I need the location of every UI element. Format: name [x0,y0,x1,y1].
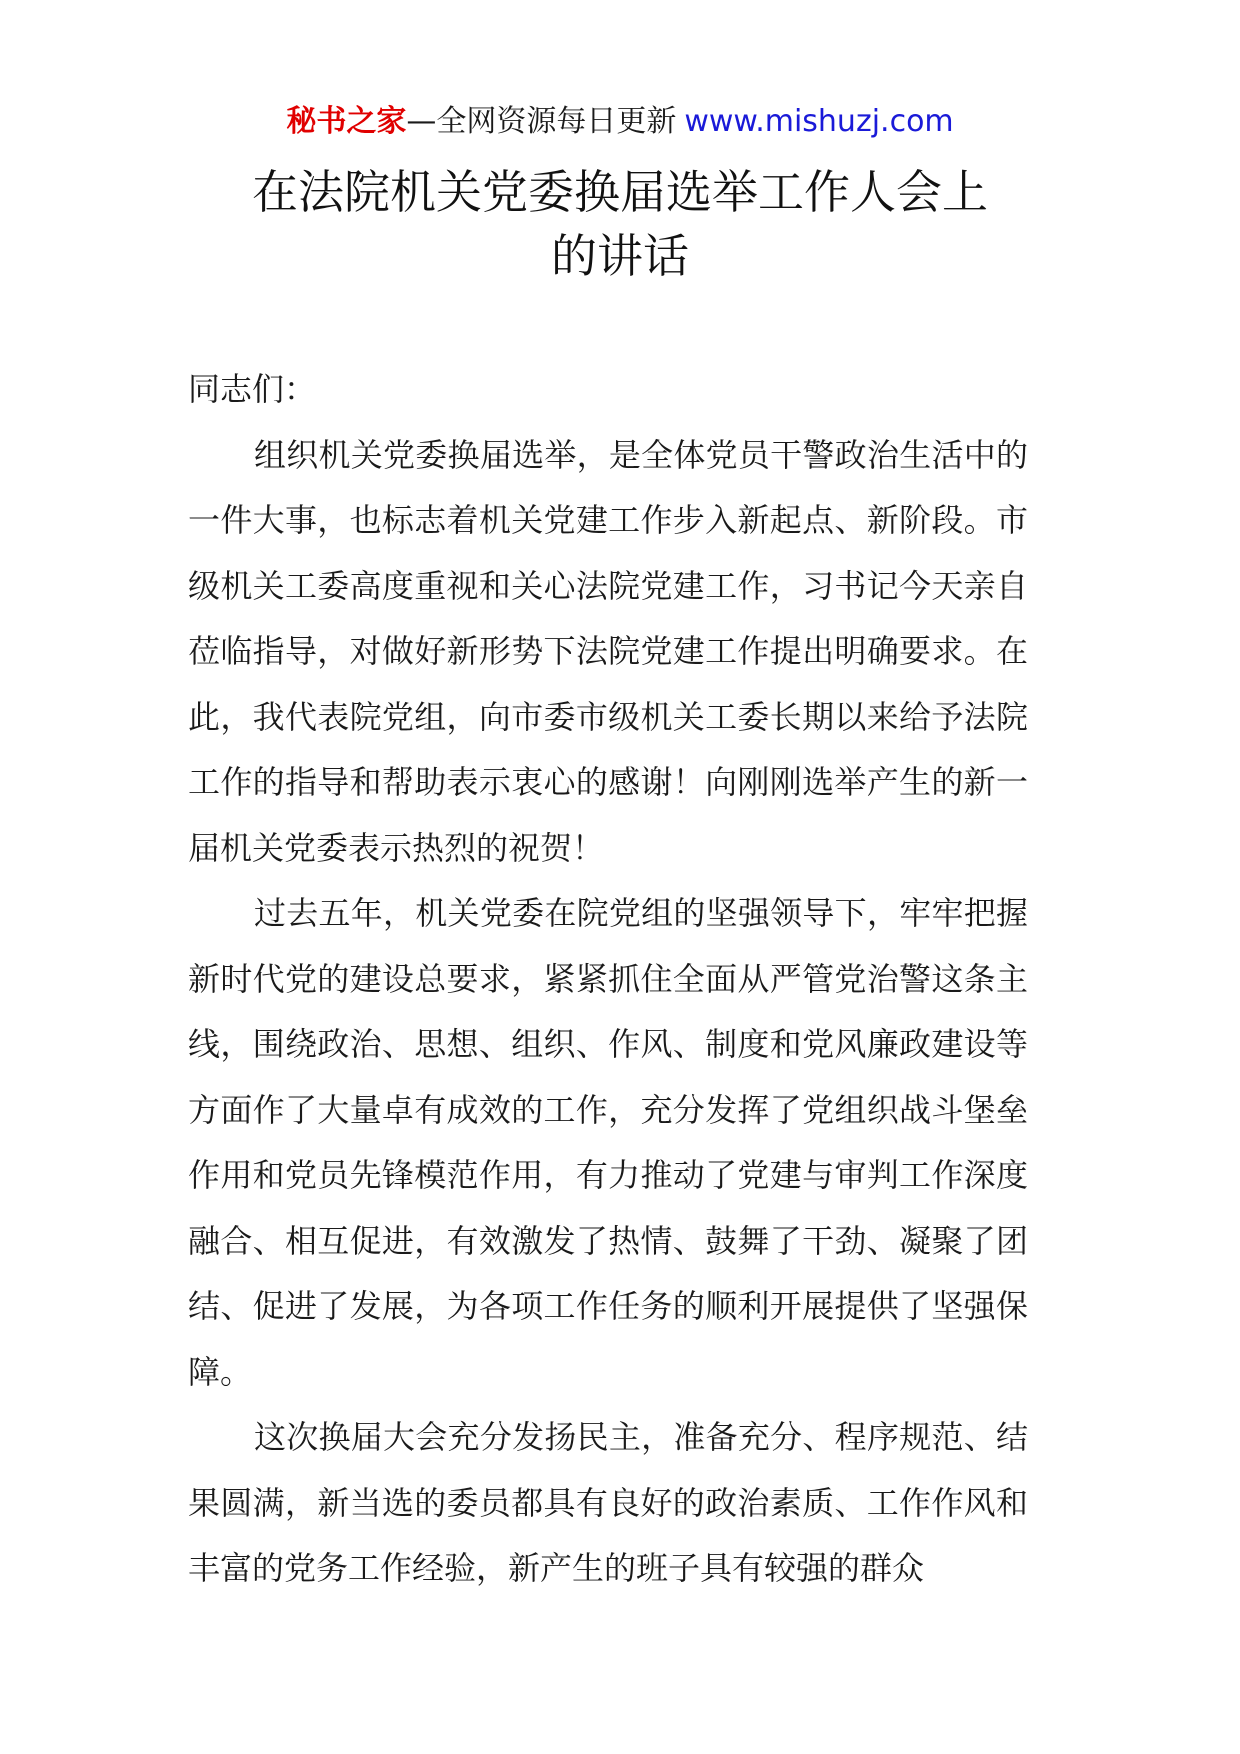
site-header [0,100,1240,144]
body-paragraph-2: 过去五年，机关党委在院党组的坚强领导下，牢牢把握新时代党的建设总要求，紧紧抓住全面从严管党治警这条主线，围绕政治、思想、组织、作风、制度和党风廉政建设等方面作了大量卓有成效的工作，充分发挥了党组织战斗堡垒作用和党员先锋模范作用，有力推动了党建与审判工作深度融合、相互促进，有效激发了热情、鼓舞了干劲、凝聚了团结、促进了发展，为各项工作任务的顺利开展提供了坚强保障。 [188,894,1028,1391]
site-tagline: —全网资源每日更新 [406,104,677,139]
greeting-line: 同志们： [188,370,317,408]
site-brand: 秘书之家 [286,104,407,139]
document-title-line-1: 在法院机关党委换届选举工作人会上 [252,165,988,219]
document-body [188,357,1028,1602]
document-title-line-2: 的讲话 [551,229,689,283]
body-paragraph-1: 组织机关党委换届选举，是全体党员干警政治生活中的一件大事，也标志着机关党建工作步入新起点、新阶段。市级机关工委高度重视和关心法院党建工作，习书记今天亲自莅临指导，对做好新形势下法院党建工作提出明确要求。在此，我代表院党组，向市委市级机关工委长期以来给予法院工作的指导和帮助表示衷心的感谢！向刚刚选举产生的新一届机关党委表示热烈的祝贺！ [188,435,1028,867]
site-url-link[interactable]: www.mishuzj.com [684,104,954,139]
body-paragraph-3: 这次换届大会充分发扬民主，准备充分、程序规范、结果圆满，新当选的委员都具有良好的政治素质、工作作风和丰富的党务工作经验，新产生的班子具有较强的群众 [188,1418,1028,1587]
document-title [0,160,1240,288]
